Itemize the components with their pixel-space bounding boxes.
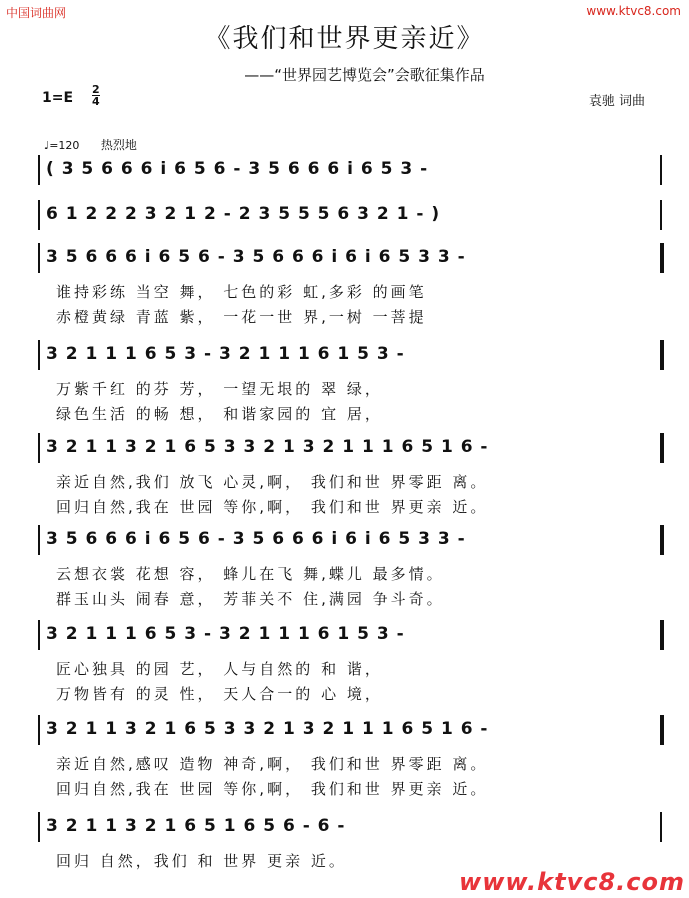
lyric-line: 绿色生活 的畅 想， 和谐家园的 宜 居， (56, 405, 383, 423)
barline-start (38, 340, 40, 370)
barline-end (660, 715, 664, 745)
notation-line: 3 2 1 1 1 6 5 3 - 3 2 1 1 1 6 1 5 3 - (46, 624, 405, 644)
time-signature-top: 2 (92, 83, 100, 96)
barline-end (660, 340, 664, 370)
barline-start (38, 525, 40, 555)
barline-end (660, 200, 662, 230)
notation-line: 6 1 2 2 2 3 2 1 2 - 2 3 5 5 5 6 3 2 1 - ) (46, 204, 441, 224)
barline-end (660, 155, 662, 185)
barline-start (38, 200, 40, 230)
barline-start (38, 620, 40, 650)
barline-start (38, 243, 40, 273)
lyric-line: 万物皆有 的灵 性， 天人合一的 心 境， (56, 685, 383, 703)
lyric-line: 回归自然,我在 世园 等你,啊， 我们和世 界更亲 近。 (56, 780, 489, 798)
lyric-line: 匠心独具 的园 艺， 人与自然的 和 谐， (56, 660, 383, 678)
time-signature-bottom: 4 (92, 95, 100, 108)
notation-line: 3 5 6 6 6 i 6 5 6 - 3 5 6 6 6 i 6 i 6 5 3 3 - (46, 247, 466, 267)
lyric-line: 云想衣裳 花想 容， 蜂儿在飞 舞,蝶儿 最多情。 (56, 565, 445, 583)
key-signature: 1=E (42, 90, 74, 106)
lyric-line: 回归 自然，我们 和 世界 更亲 近。 (56, 852, 347, 870)
barline-start (38, 812, 40, 842)
notation-line: ( 3 5 6 6 6 i 6 5 6 - 3 5 6 6 6 i 6 5 3 - (46, 159, 429, 179)
notation-line: 3 2 1 1 1 6 5 3 - 3 2 1 1 1 6 1 5 3 - (46, 344, 405, 364)
song-subtitle: ——“世界园艺博览会”会歌征集作品 (244, 66, 485, 84)
lyric-line: 万紫千红 的芬 芳， 一望无垠的 翠 绿， (56, 380, 383, 398)
barline-start (38, 433, 40, 463)
watermark-top-right: www.ktvc8.com (586, 4, 681, 18)
song-title: 《我们和世界更亲近》 (204, 24, 485, 54)
watermark-top-left: 中国词曲网 (6, 6, 67, 20)
watermark-bottom-right: www.ktvc8.com (459, 868, 685, 896)
barline-end (660, 620, 664, 650)
lyric-line: 亲近自然,感叹 造物 神奇,啊， 我们和世 界零距 离。 (56, 755, 489, 773)
barline-end (660, 812, 662, 842)
barline-end (660, 525, 664, 555)
notation-line: 3 2 1 1 3 2 1 6 5 3 3 2 1 3 2 1 1 1 6 5 1 6 - (46, 719, 489, 739)
lyric-line: 赤橙黄绿 青蓝 紫， 一花一世 界,一树 一菩提 (56, 308, 427, 326)
author-credit: 袁驰 词曲 (588, 94, 645, 109)
lyric-line: 回归自然,我在 世园 等你,啊， 我们和世 界更亲 近。 (56, 498, 489, 516)
barline-start (38, 155, 40, 185)
lyric-line: 群玉山头 闹春 意， 芳菲关不 住,满园 争斗奇。 (56, 590, 445, 608)
expression-marking: 热烈地 (100, 138, 137, 152)
barline-end (660, 433, 664, 463)
tempo-marking (44, 136, 137, 153)
barline-end (660, 243, 664, 273)
notation-line: 3 2 1 1 3 2 1 6 5 1 6 5 6 - 6 - (46, 816, 346, 836)
notation-line: 3 2 1 1 3 2 1 6 5 3 3 2 1 3 2 1 1 1 6 5 1 6 - (46, 437, 489, 457)
lyric-line: 亲近自然,我们 放飞 心灵,啊， 我们和世 界零距 离。 (56, 473, 489, 491)
notation-line: 3 5 6 6 6 i 6 5 6 - 3 5 6 6 6 i 6 i 6 5 3 3 - (46, 529, 466, 549)
lyric-line: 谁持彩练 当空 舞， 七色的彩 虹,多彩 的画笔 (56, 283, 427, 301)
barline-start (38, 715, 40, 745)
tempo-value: ♩=120 (44, 139, 80, 152)
time-signature (92, 84, 100, 107)
